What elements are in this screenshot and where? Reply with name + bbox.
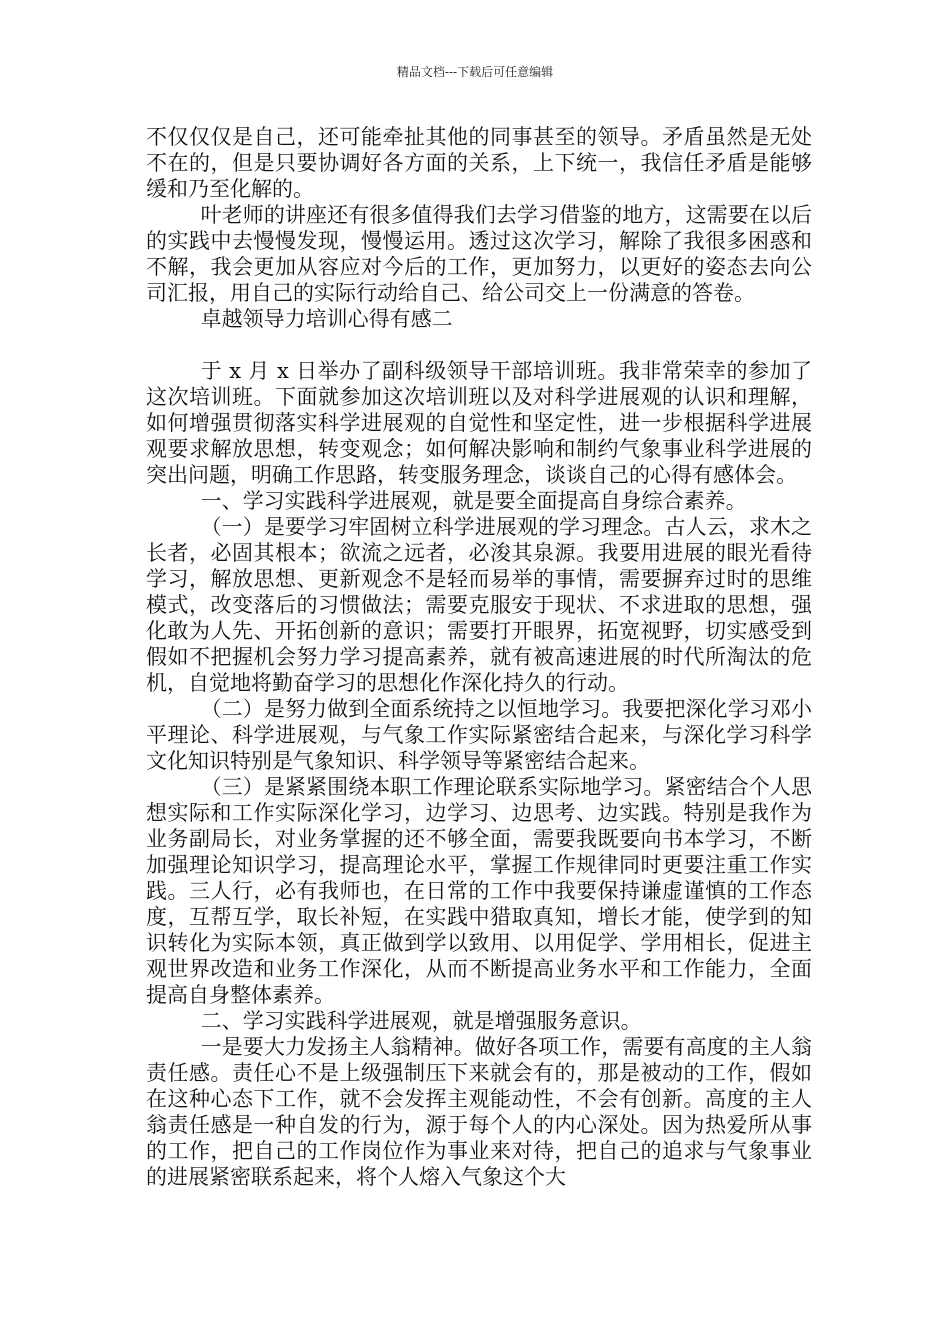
section-heading: 二、学习实践科学进展观，就是增强服务意识。 [200, 1009, 642, 1033]
paragraph: 一是要大力发扬主人翁精神。做好各项工作，需要有高度的主人翁责任感。责任心不是上级强制压下来就会有的，那是被动的工作，假如在这种心态下工作，就不会发挥主观能动性，不会有创新。高度的主人翁责任感是一种自发的行为，源于每个人的内心深处。因为热爱所从事的工作，把自己的工作岗位作为事业来对待，把自己的追求与气象事业的进展紧密联系起来，将个人熔入气象这个大 [146, 1035, 812, 1189]
paragraph: （二）是努力做到全面系统持之以恒地学习。我要把深化学习邓小平理论、科学进展观，与气象工作实际紧密结合起来，与深化学习科学文化知识特别是气象知识、科学领导等紧密结合起来。 [146, 697, 812, 773]
section-heading: 一、学习实践科学进展观，就是要全面提高自身综合素养。 [200, 489, 747, 513]
document-body [146, 124, 812, 1190]
paragraph: 叶老师的讲座还有很多值得我们去学习借鉴的地方，这需要在以后的实践中去慢慢发现，慢慢运用。透过这次学习，解除了我很多困惑和不解，我会更加从容应对今后的工作，更加努力，以更好的姿态去向公司汇报，用自己的实际行动给自己、给公司交上一份满意的答卷。 [146, 203, 812, 305]
page-header: 精品文档---下载后可任意编辑 [396, 65, 554, 79]
blank-line [146, 332, 812, 358]
section-title: 卓越领导力培训心得有感二 [200, 307, 453, 331]
paragraph: （三）是紧紧围绕本职工作理论联系实际地学习。紧密结合个人思想实际和工作实际深化学习，边学习、边思考、边实践。特别是我作为业务副局长，对业务掌握的还不够全面，需要我既要向书本学习，不断加强理论知识学习，提高理论水平，掌握工作规律同时更要注重工作实践。三人行，必有我师也，在日常的工作中我要保持谦虚谨慎的工作态度，互帮互学，取长补短，在实践中猎取真知，增长才能，使学到的知识转化为实际本领，真正做到学以致用、以用促学、学用相长，促进主观世界改造和业务工作深化，从而不断提高业务水平和工作能力，全面提高自身整体素养。 [146, 775, 812, 1007]
paragraph: （一）是要学习牢固树立科学进展观的学习理念。古人云，求木之长者，必固其根本；欲流之远者，必浚其泉源。我要用进展的眼光看待学习，解放思想、更新观念不是轻而易举的事情，需要摒弃过时的思维模式，改变落后的习惯做法；需要克服安于现状、不求进取的思想，强化敢为人先、开拓创新的意识；需要打开眼界，拓宽视野，切实感受到假如不把握机会努力学习提高素养，就有被高速进展的时代所淘汰的危机，自觉地将勤奋学习的思想化作深化持久的行动。 [146, 515, 812, 695]
paragraph: 于 x 月 x 日举办了副科级领导干部培训班。我非常荣幸的参加了这次培训班。下面就参加这次培训班以及对科学进展观的认识和理解，如何增强贯彻落实科学进展观的自觉性和坚定性，进一步根据科学进展观要求解放思想，转变观念；如何解决影响和制约气象事业科学进展的突出问题，明确工作思路，转变服务理念，谈谈自己的心得有感体会。 [146, 359, 812, 487]
paragraph-continuation: 不仅仅仅是自己，还可能牵扯其他的同事甚至的领导。矛盾虽然是无处不在的，但是只要协调好各方面的关系，上下统一，我信任矛盾是能够缓和乃至化解的。 [146, 125, 812, 201]
